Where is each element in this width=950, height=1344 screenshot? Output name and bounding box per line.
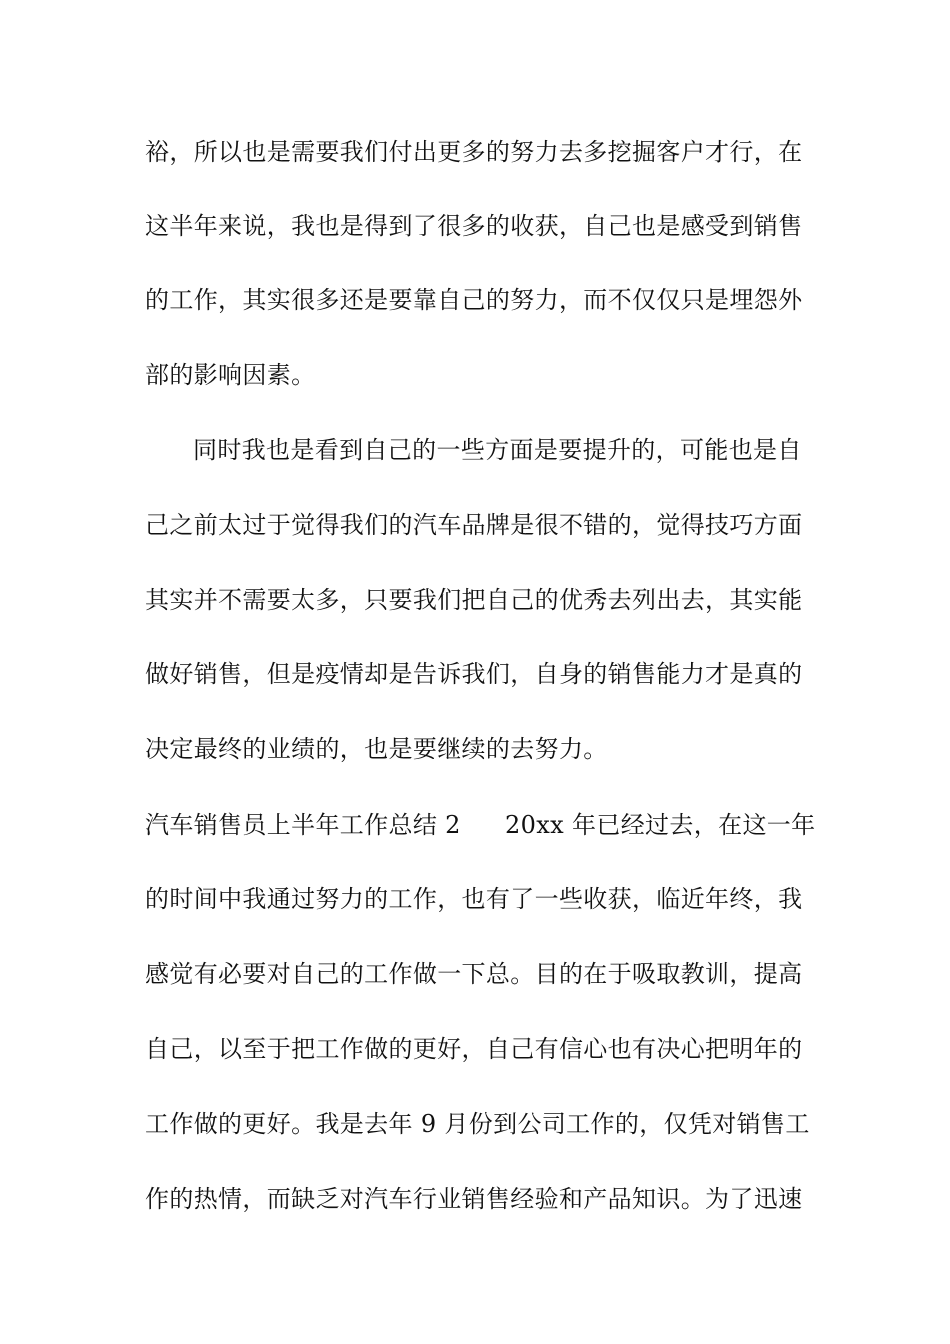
section-2-line-1: 的时间中我通过努力的工作，也有了一些收获，临近年终，我 xyxy=(145,885,803,913)
paragraph-1-line-1: 裕，所以也是需要我们付出更多的努力去多挖掘客户才行，在 xyxy=(145,138,803,166)
section-2-line-4: 工作做的更好。我是去年 9 月份到公司工作的，仅凭对销售工 xyxy=(145,1110,810,1138)
paragraph-2-line-5: 决定最终的业绩的，也是要继续的去努力。 xyxy=(145,735,608,763)
paragraph-1-line-4: 部的影响因素。 xyxy=(145,361,316,389)
section-2-heading-row xyxy=(145,810,816,840)
section-2-line-3: 自己，以至于把工作做的更好，自己有信心也有决心把明年的 xyxy=(145,1035,803,1063)
section-2-line-5: 作的热情，而缺乏对汽车行业销售经验和产品知识。为了迅速 xyxy=(145,1185,803,1213)
paragraph-2-line-1: 同时我也是看到自己的一些方面是要提升的，可能也是自 xyxy=(193,436,802,464)
paragraph-2-line-2: 己之前太过于觉得我们的汽车品牌是很不错的，觉得技巧方面 xyxy=(145,511,803,539)
paragraph-2-line-4: 做好销售，但是疫情却是告诉我们，自身的销售能力才是真的 xyxy=(145,660,803,688)
paragraph-1-line-2: 这半年来说，我也是得到了很多的收获，自己也是感受到销售 xyxy=(145,212,803,240)
section-2-first-line: 20xx 年已经过去，在这一年 xyxy=(505,811,816,839)
paragraph-1-line-3: 的工作，其实很多还是要靠自己的努力，而不仅仅只是埋怨外 xyxy=(145,286,803,314)
section-2-line-2: 感觉有必要对自己的工作做一下总。目的在于吸取教训，提高 xyxy=(145,960,803,988)
section-2-title: 汽车销售员上半年工作总结 2 xyxy=(145,811,461,839)
paragraph-2-line-3: 其实并不需要太多，只要我们把自己的优秀去列出去，其实能 xyxy=(145,586,803,614)
